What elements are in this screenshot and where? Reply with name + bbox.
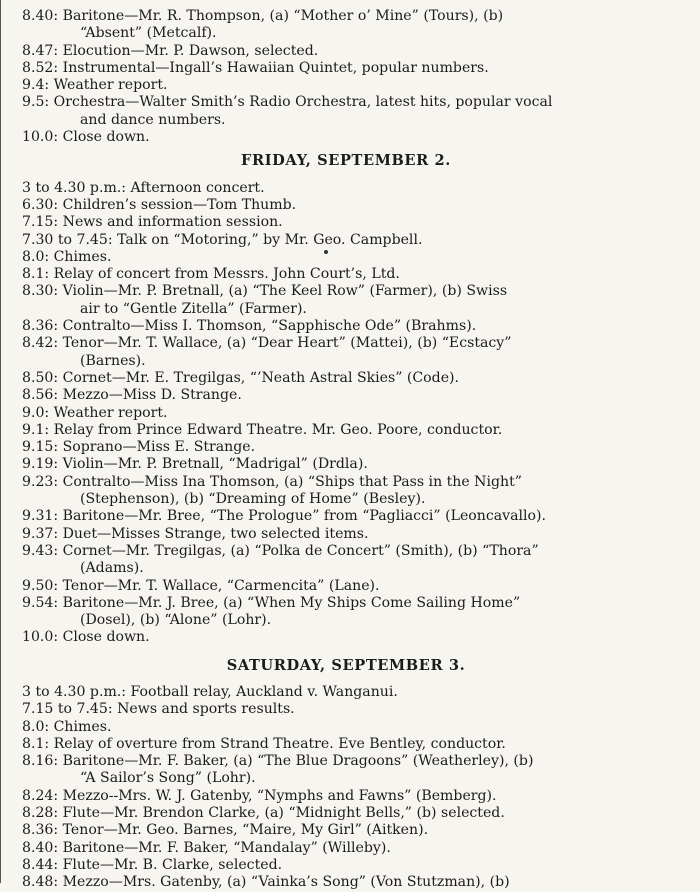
entry-time: 8.0: [22,248,50,265]
entry-time: 9.1: [22,421,50,438]
entry-time: 9.19: [22,456,59,473]
program-entry [22,60,670,77]
entry-time: 7.15: [22,214,59,231]
program-entry [22,508,670,525]
entry-text: Baritone—Mr. F. Baker, “Mandalay” (Willeby). [58,839,391,856]
program-entry [22,857,670,874]
entry-time: 8.47: [22,42,59,59]
entry-time: 9.5: [22,94,50,111]
program-entry [22,629,670,646]
entry-time: 8.36: [22,318,59,335]
entry-text: Afternoon concert. [126,179,265,196]
entry-text: Talk on “Motoring,” by Mr. Geo. Campbell. [112,231,423,248]
entry-time: 7.30 to 7.45: [22,231,113,248]
entry-text: News and information session. [58,214,283,231]
entry-text: Relay of overture from Strand Theatre. Eve Bentley, conductor. [49,735,506,752]
entry-time: 9.4: [22,77,50,94]
program-entry [22,840,670,857]
thursday-tail-list [22,8,670,146]
entry-time: 9.37: [22,525,59,542]
entry-text: Soprano—Miss E. Strange. [58,439,256,456]
entry-text: Mezzo—Miss D. Strange. [58,387,242,404]
entry-time: 8.1: [22,735,50,752]
entry-text: Chimes. [49,248,112,265]
entry-text: Instrumental—Ingall’s Hawaiian Quintet, popular numbers. [58,59,489,76]
entry-text: Mezzo—Mrs. Gatenby, (a) “Vainka’s Song” (Von Stutzman), (b) [58,874,510,891]
program-column [22,8,670,892]
program-entry [22,526,670,543]
entry-continuation: (Adams). [80,560,144,577]
entry-text: Weather report. [49,77,168,94]
program-entry [22,129,670,146]
program-entry [22,405,670,422]
program-entry [22,318,670,335]
entry-time: 3 to 4.30 p.m.: [22,179,127,196]
entry-text: Tenor—Mr. T. Wallace, (a) “Dear Heart” (Mattei), (b) “Ecstacy” [58,335,512,352]
entry-time: 8.40: [22,839,59,856]
program-entry [22,753,670,788]
program-entry [22,387,670,404]
entry-text: Elocution—Mr. P. Dawson, selected. [58,42,319,59]
entry-continuation: (Barnes). [80,352,146,369]
entry-text: Tenor—Mr. T. Wallace, “Carmencita” (Lane). [58,577,380,594]
entry-text: Contralto—Miss I. Thomson, “Sapphische Ode” (Brahms). [58,318,477,335]
entry-time: 9.54: [22,594,59,611]
entry-time: 8.50: [22,369,59,386]
entry-time: 10.0: [22,629,59,646]
program-entry [22,283,670,318]
entry-time: 8.56: [22,387,59,404]
program-entry [22,439,670,456]
entry-text: Flute—Mr. Brendon Clarke, (a) “Midnight Bells,” (b) selected. [58,805,505,822]
entry-text: Orchestra—Walter Smith’s Radio Orchestra, latest hits, popular vocal [49,94,553,111]
program-entry [22,8,670,43]
entry-time: 9.0: [22,404,50,421]
entry-text: Violin—Mr. P. Bretnall, (a) “The Keel Row” (Farmer), (b) Swiss [58,283,508,300]
entry-time: 3 to 4.30 p.m.: [22,683,127,700]
entry-text: Baritone—Mr. R. Thompson, (a) “Mother o’ Mine” (Tours), (b) [58,8,504,24]
entry-time: 8.0: [22,718,50,735]
entry-time: 8.44: [22,856,59,873]
program-entry [22,822,670,839]
program-entry [22,788,670,805]
entry-text: Baritone—Mr. Bree, “The Prologue” from “Pagliacci” (Leoncavallo). [58,508,546,525]
program-entry [22,578,670,595]
entry-time: 9.43: [22,542,59,559]
program-entry [22,197,670,214]
entry-text: Close down. [58,129,150,146]
entry-text: Duet—Misses Strange, two selected items. [58,525,369,542]
program-entry [22,232,670,249]
entry-time: 10.0: [22,129,59,146]
entry-time: 8.52: [22,59,59,76]
entry-time: 7.15 to 7.45: [22,701,113,718]
program-entry [22,266,670,283]
program-entry [22,335,670,370]
entry-time: 8.36: [22,822,59,839]
program-entry [22,422,670,439]
entry-continuation: (Dosel), (b) “Alone” (Lohr). [80,612,272,629]
friday-heading: FRIDAY, SEPTEMBER 2. [241,152,451,170]
program-entry [22,43,670,60]
program-entry [22,684,670,701]
column-rule [0,0,1,883]
program-entry [22,214,670,231]
entry-time: 9.15: [22,439,59,456]
entry-text: Contralto—Miss Ina Thomson, (a) “Ships that Pass in the Night” [58,473,522,490]
entry-text: Baritone—Mr. F. Baker, (a) “The Blue Dragoons” (Weatherley), (b) [58,753,534,770]
program-entry [22,543,670,578]
entry-text: Mezzo--Mrs. W. J. Gatenby, “Nymphs and Fawns” (Bemberg). [58,787,497,804]
friday-list [22,180,670,647]
entry-text: Violin—Mr. P. Bretnall, “Madrigal” (Drdla). [58,456,368,473]
program-entry [22,77,670,94]
entry-time: 8.28: [22,805,59,822]
entry-time: 6.30: [22,196,59,213]
entry-text: News and sports results. [112,701,295,718]
program-entry [22,370,670,387]
entry-time: 9.31: [22,508,59,525]
entry-continuation: “Absent” (Metcalf). [80,25,217,42]
entry-continuation: “A Sailor’s Song” (Lohr). [80,770,256,787]
entry-continuation: and dance numbers. [80,111,226,128]
entry-text: Close down. [58,629,150,646]
program-entry [22,180,670,197]
entry-text: Football relay, Auckland v. Wanganui. [126,683,398,700]
entry-time: 8.42: [22,335,59,352]
entry-time: 8.40: [22,8,59,24]
entry-time: 8.16: [22,753,59,770]
entry-time: 9.23: [22,473,59,490]
entry-time: 9.50: [22,577,59,594]
entry-text: Chimes. [49,718,112,735]
entry-time: 8.1: [22,266,50,283]
entry-text: Relay of concert from Messrs. John Court’s, Ltd. [49,266,400,283]
entry-text: Baritone—Mr. J. Bree, (a) “When My Ships Come Sailing Home” [58,594,521,611]
program-entry [22,701,670,718]
program-entry [22,719,670,736]
entry-text: Relay from Prince Edward Theatre. Mr. Geo. Poore, conductor. [49,421,503,438]
program-entry [22,94,670,129]
entry-time: 8.24: [22,787,59,804]
entry-text: Tenor—Mr. Geo. Barnes, “Maire, My Girl” (Aitken). [58,822,429,839]
entry-continuation: (Stephenson), (b) “Dreaming of Home” (Besley). [80,491,426,508]
entry-time: 8.48: [22,874,59,891]
entry-text: Children’s session—Tom Thumb. [58,196,297,213]
entry-text: Flute—Mr. B. Clarke, selected. [58,856,283,873]
program-entry [22,595,670,630]
program-entry [22,249,670,266]
entry-continuation: air to “Gentle Zitella” (Farmer). [80,300,307,317]
program-entry [22,736,670,753]
program-entry [22,474,670,509]
program-entry [22,805,670,822]
program-entry [22,456,670,473]
entry-time: 8.30: [22,283,59,300]
saturday-list [22,684,670,892]
entry-text: Weather report. [49,404,168,421]
entry-text: Cornet—Mr. E. Tregilgas, “’Neath Astral Skies” (Code). [58,369,460,386]
saturday-heading: SATURDAY, SEPTEMBER 3. [226,656,466,674]
entry-text: Cornet—Mr. Tregilgas, (a) “Polka de Concert” (Smith), (b) “Thora” [58,542,539,559]
